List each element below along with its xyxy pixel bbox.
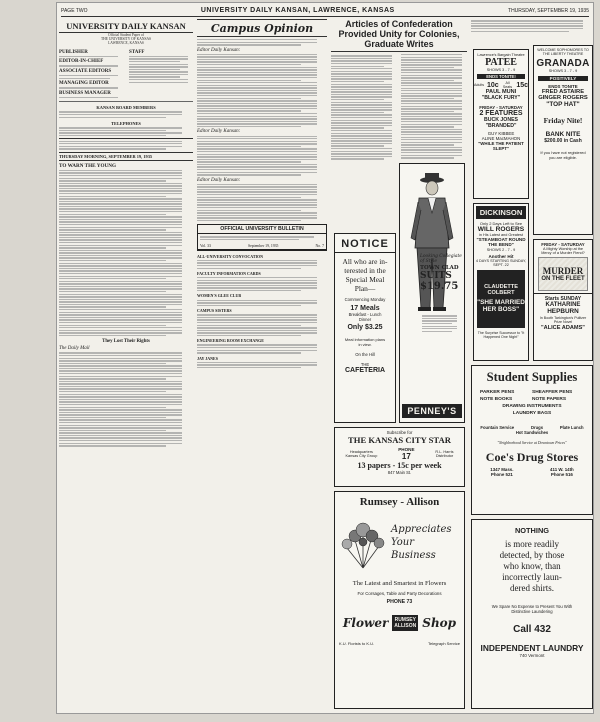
coes-drug-stores-ad bbox=[471, 365, 593, 515]
laundry-name: INDEPENDENT LAUNDRY bbox=[480, 643, 584, 653]
dickinson-film-2: CLAUDETTE COLBERT bbox=[484, 283, 518, 296]
granada-name: GRANADA bbox=[536, 58, 590, 70]
patee-star-2: BUCK JONES bbox=[483, 117, 518, 123]
patee-fri: FRIDAY - SATURDAY bbox=[479, 105, 523, 110]
notice-line: Plan— bbox=[354, 284, 376, 293]
star-left-2: Kansas City Group bbox=[345, 454, 378, 458]
page-number: PAGE TWO bbox=[61, 7, 88, 14]
laundry-line: is more readily bbox=[505, 539, 559, 549]
masthead-title: UNIVERSITY DAILY KANSAN bbox=[59, 19, 193, 33]
dickinson-film-3: "SHE MARRIED HER BOSS" bbox=[477, 298, 525, 314]
penney-tag-1: Looking Collegiate bbox=[420, 254, 462, 259]
bulletin-number: No. 7 bbox=[315, 243, 324, 248]
notice-meals-sub: Breakfast - Lunch bbox=[348, 312, 382, 317]
murder-title-2: ON THE FLEET bbox=[541, 276, 585, 282]
patee-shows: SHOWS 3 - 7 - 9 bbox=[486, 68, 516, 72]
rumsey-latest: The Latest and Smartest in Flowers bbox=[352, 580, 447, 587]
official-bulletin bbox=[197, 224, 327, 250]
flower-bouquet-illustration bbox=[335, 512, 391, 572]
murder-film: "ALICE ADAMS" bbox=[541, 325, 585, 332]
laundry-line: detected, by those bbox=[499, 550, 565, 560]
classifieds-snippet bbox=[471, 19, 593, 47]
star-deal: 13 papers - 15c per week bbox=[357, 461, 442, 470]
coes-phone-1: Phone 521 bbox=[490, 472, 513, 477]
supply-item: NOTE PAPERS bbox=[532, 397, 567, 402]
bulletin-volume: Vol. 33 bbox=[200, 243, 211, 248]
notice-start: Commencing Monday bbox=[344, 297, 386, 302]
laundry-line: dered shirts. bbox=[510, 583, 554, 593]
rumsey-line-3: Business bbox=[391, 549, 436, 561]
supply-item: LAUNDRY BAGS bbox=[512, 411, 552, 416]
laundry-tag-1: We Spare No Expense to Present You With bbox=[491, 604, 573, 609]
bulletin-item: FACULTY INFORMATION CARDS bbox=[197, 270, 261, 276]
murder-line-2: Mercy of a Murder Fiend? bbox=[541, 251, 585, 255]
notice-more-2: in view. bbox=[358, 342, 372, 347]
rumsey-phone: PHONE 73 bbox=[386, 599, 413, 605]
staff-box bbox=[59, 46, 193, 103]
granada-star-1: FRED ASTAIRE bbox=[541, 89, 585, 96]
notice-more: Meal information plans bbox=[344, 337, 386, 342]
patee-ends: ENDS TONITE! bbox=[477, 74, 525, 79]
patee-film: "BLACK FURY" bbox=[481, 95, 521, 101]
staff-head: BUSINESS MANAGER bbox=[59, 90, 111, 96]
second-editorial-heading: They Lost Their Rights bbox=[102, 339, 150, 345]
patee-film-2: "BRANDED" bbox=[485, 123, 517, 129]
notice-line: terested in the bbox=[344, 266, 386, 275]
board-heading: KANSAN BOARD MEMBERS bbox=[96, 105, 156, 111]
patee-head: Lawrence's Bargain Theatre bbox=[477, 53, 525, 57]
patee-film-4: ALINE MacMAHON bbox=[481, 136, 521, 141]
murder-line-3: In Booth Tarkington's Pulitzer Prize Novel bbox=[539, 316, 587, 325]
patee-film-3: GUY KIBBEE bbox=[487, 131, 515, 136]
cafeteria-notice-ad bbox=[334, 233, 396, 423]
granada-welcome: WELCOME SOPHOMORES TO THE LIBERTY THEATRE bbox=[537, 48, 589, 57]
notice-the: THE bbox=[360, 362, 370, 367]
article-body bbox=[331, 52, 467, 160]
dickinson-theatre-ad bbox=[473, 203, 529, 361]
rumsey-line-1: Appreciates bbox=[391, 523, 452, 535]
coes-name: Coe's Drug Stores bbox=[485, 450, 579, 464]
notice-hill: On the Hill bbox=[355, 352, 375, 357]
supply-service: Fountain Service bbox=[480, 425, 515, 430]
patee-price-2: 15c bbox=[516, 81, 528, 89]
letter-salutation: Editor Daily Kansan: bbox=[197, 47, 241, 53]
editorial-body bbox=[59, 170, 193, 336]
dickinson-name: DICKINSON bbox=[476, 206, 526, 219]
bulletin-title: OFFICIAL UNIVERSITY BULLETIN bbox=[198, 225, 326, 234]
bulletin-date: September 19, 1935 bbox=[247, 243, 279, 248]
granada-note: If you have not registered you are eligible. bbox=[540, 150, 586, 161]
supply-item: NOTE BOOKS bbox=[480, 397, 513, 402]
dickinson-line-3: in His Latest and Greatest bbox=[479, 233, 523, 237]
patee-adults: Adults bbox=[474, 83, 484, 87]
editorial-dateline: THURSDAY MORNING, SEPTEMBER 19, 1935 bbox=[59, 152, 193, 161]
star-right: R.L. Harris bbox=[435, 450, 454, 454]
rumsey-allison-ad bbox=[334, 491, 465, 709]
patee-all-seats: All Seats bbox=[502, 81, 513, 89]
article-headline: Articles of Confederation Provided Unity for Colonies, Graduate Writes bbox=[331, 19, 467, 52]
rumsey-flower-word: Flower bbox=[342, 616, 389, 630]
laundry-head: NOTHING bbox=[514, 526, 550, 535]
granada-film: "TOP HAT" bbox=[546, 101, 580, 109]
penney-tag-3: TOWN CLAD bbox=[420, 265, 459, 271]
granada-bank: BANK NITE bbox=[545, 131, 581, 139]
star-title: THE KANSAS CITY STAR bbox=[348, 435, 451, 445]
supplies-tagline: "Neighborhood Service at Downtown Prices" bbox=[497, 441, 567, 445]
star-phone: 17 bbox=[401, 452, 411, 461]
penney-suits: SUITS bbox=[420, 271, 452, 281]
staff-head: MANAGING EDITOR bbox=[59, 80, 109, 86]
penney-tag-2: of Style bbox=[420, 259, 437, 264]
second-editorial-source: The Daily Mail bbox=[59, 346, 90, 352]
laundry-address: 740 Vermont bbox=[519, 653, 545, 658]
granada-theatre-ad bbox=[533, 45, 593, 235]
supply-item: DRAWING INSTRUMENTS bbox=[502, 404, 562, 409]
notice-line: Special Meal bbox=[345, 275, 385, 284]
rumsey-logo: RUMSEY ALLISON bbox=[392, 615, 418, 631]
second-editorial-body bbox=[59, 352, 193, 446]
murder-star-2: HEPBURN bbox=[547, 308, 579, 315]
dickinson-line-1: Only 2 Days Left to See bbox=[479, 221, 523, 226]
murder-starts: Starts SUNDAY bbox=[534, 293, 592, 302]
editorial-heading: TO WARN THE YOUNG bbox=[59, 162, 117, 169]
murder-star: KATHARINE bbox=[545, 302, 581, 308]
independent-laundry-ad bbox=[471, 519, 593, 709]
murder-fleet-ad bbox=[533, 239, 593, 361]
rumsey-shop-word: Shop bbox=[422, 616, 457, 630]
issue-date: THURSDAY, SEPTEMBER 19, 1935 bbox=[508, 7, 589, 14]
penneys-ad bbox=[399, 163, 465, 423]
notice-cafeteria: CAFETERIA bbox=[344, 367, 386, 374]
column-opinion bbox=[197, 19, 327, 709]
star-left: Headquarters bbox=[349, 450, 373, 454]
supply-service: Plate Lunch bbox=[559, 425, 584, 430]
star-phone-label: PHONE bbox=[398, 447, 415, 452]
supply-item: SHEAFFER PENS bbox=[532, 390, 573, 395]
laundry-line: who know, than bbox=[503, 561, 561, 571]
supplies-title: Student Supplies bbox=[486, 370, 578, 384]
granada-prize: $200.00 in Cash bbox=[544, 138, 582, 145]
running-head bbox=[61, 5, 589, 17]
dickinson-film: "STEAMBOAT ROUND THE BEND" bbox=[476, 237, 526, 248]
murder-head: FRIDAY - SATURDAY bbox=[541, 242, 585, 247]
notice-line: All who are in- bbox=[342, 257, 388, 266]
granada-positively: POSITIVELY bbox=[538, 76, 588, 81]
murder-title: MURDER bbox=[542, 266, 584, 276]
supply-item: PARKER PENS bbox=[480, 390, 515, 395]
granada-friday: Friday Nite! bbox=[543, 116, 583, 126]
patee-name: PATEE bbox=[485, 57, 517, 68]
masthead-sub-2: THE UNIVERSITY OF KANSAS bbox=[100, 37, 152, 42]
supply-service: Hot Sandwiches bbox=[515, 430, 549, 435]
coes-address-1: 1347 Mass. bbox=[490, 467, 514, 472]
masthead-sub-1: Official Student Paper of bbox=[108, 33, 144, 37]
rumsey-line-2: Your bbox=[391, 536, 414, 548]
notice-meals: 17 Meals bbox=[350, 305, 380, 312]
staff-head: EDITOR-IN-CHIEF bbox=[59, 59, 104, 65]
laundry-tag-2: Distinctive Laundering bbox=[511, 609, 553, 614]
laundry-line: incorrectly laun- bbox=[502, 572, 562, 582]
coes-address-2: 411 W. 14th bbox=[550, 467, 574, 472]
murder-line-1: A Mighty Worship at the bbox=[542, 247, 584, 251]
murder-poster bbox=[538, 257, 588, 291]
rumsey-for: For Corsages, Table and Party Decorations bbox=[357, 591, 442, 596]
kansas-city-star-ad bbox=[334, 427, 465, 487]
bulletin-item: WOMEN'S GLEE CLUB bbox=[197, 293, 242, 299]
granada-star-2: GINGER ROGERS bbox=[538, 95, 588, 102]
bulletin-item: ALL-UNIVERSITY CONVOCATION bbox=[197, 253, 264, 259]
penney-price: $19.75 bbox=[420, 281, 459, 292]
dickinson-line-2: WILL ROGERS bbox=[477, 226, 525, 233]
patee-film-5: "WHILE THE PATIENT SLEPT" bbox=[478, 141, 524, 151]
star-address: 847 Main St. bbox=[387, 470, 412, 475]
star-right-2: Distributor bbox=[435, 454, 454, 458]
granada-shows: SHOWS 3 - 7 - 9 bbox=[548, 69, 578, 74]
patee-price-1: 10c bbox=[487, 81, 499, 89]
letter-salutation: Editor Daily Kansan: bbox=[197, 129, 241, 135]
bulletin-item: ENGINEERING ROOM EXCHANGE bbox=[197, 338, 264, 344]
rumsey-right: Telegraph Service bbox=[427, 641, 460, 646]
dickinson-tag: The Surprise Successor to "It Happened One Night" bbox=[477, 330, 525, 340]
rumsey-name: Rumsey - Allison bbox=[359, 496, 440, 508]
granada-ends: ENDS TONITE bbox=[548, 84, 578, 90]
coes-phone-2: Phone 516 bbox=[550, 472, 573, 477]
rumsey-left: K.U. Florists to K.U. bbox=[339, 641, 375, 646]
man-in-suit-illustration bbox=[401, 168, 463, 318]
patee-theatre-ad bbox=[473, 49, 529, 199]
notice-price: Only $3.25 bbox=[347, 324, 383, 331]
column-editorial bbox=[59, 19, 193, 709]
campus-opinion-title: Campus Opinion bbox=[197, 19, 327, 37]
dickinson-shows: SHOWS 2 - 7 - 9 bbox=[486, 247, 516, 252]
paper-name: UNIVERSITY DAILY KANSAN, LAWRENCE, KANSAS bbox=[200, 7, 395, 14]
patee-star: PAUL MUNI bbox=[485, 89, 517, 95]
dickinson-days: 4 DAYS STARTING SUNDAY, SEPT. 22 bbox=[475, 258, 527, 267]
notice-title: NOTICE bbox=[335, 238, 395, 253]
staff-head: PUBLISHER bbox=[59, 49, 88, 55]
star-head: Subscribe for bbox=[386, 430, 413, 435]
notice-meals-sub-2: Dinner bbox=[358, 317, 372, 322]
supply-service: Drugs bbox=[530, 425, 544, 430]
penneys-logo: PENNEY'S bbox=[402, 404, 462, 418]
bulletin-item: CAMPUS SISTERS bbox=[197, 308, 232, 314]
telephones-heading: TELEPHONES bbox=[111, 121, 141, 126]
newspaper-page bbox=[56, 2, 594, 714]
laundry-call: Call 432 bbox=[513, 624, 551, 635]
masthead-sub-3: LAWRENCE, KANSAS bbox=[108, 41, 144, 46]
patee-feats: 2 FEATURES bbox=[479, 110, 523, 117]
dickinson-another: Another Hit bbox=[488, 253, 514, 259]
staff-head: STAFF bbox=[129, 49, 145, 55]
bulletin-item: JAY JANES bbox=[197, 355, 218, 361]
staff-head: ASSOCIATE EDITORS bbox=[59, 68, 112, 74]
letter-salutation: Editor Daily Kansan: bbox=[197, 177, 241, 183]
